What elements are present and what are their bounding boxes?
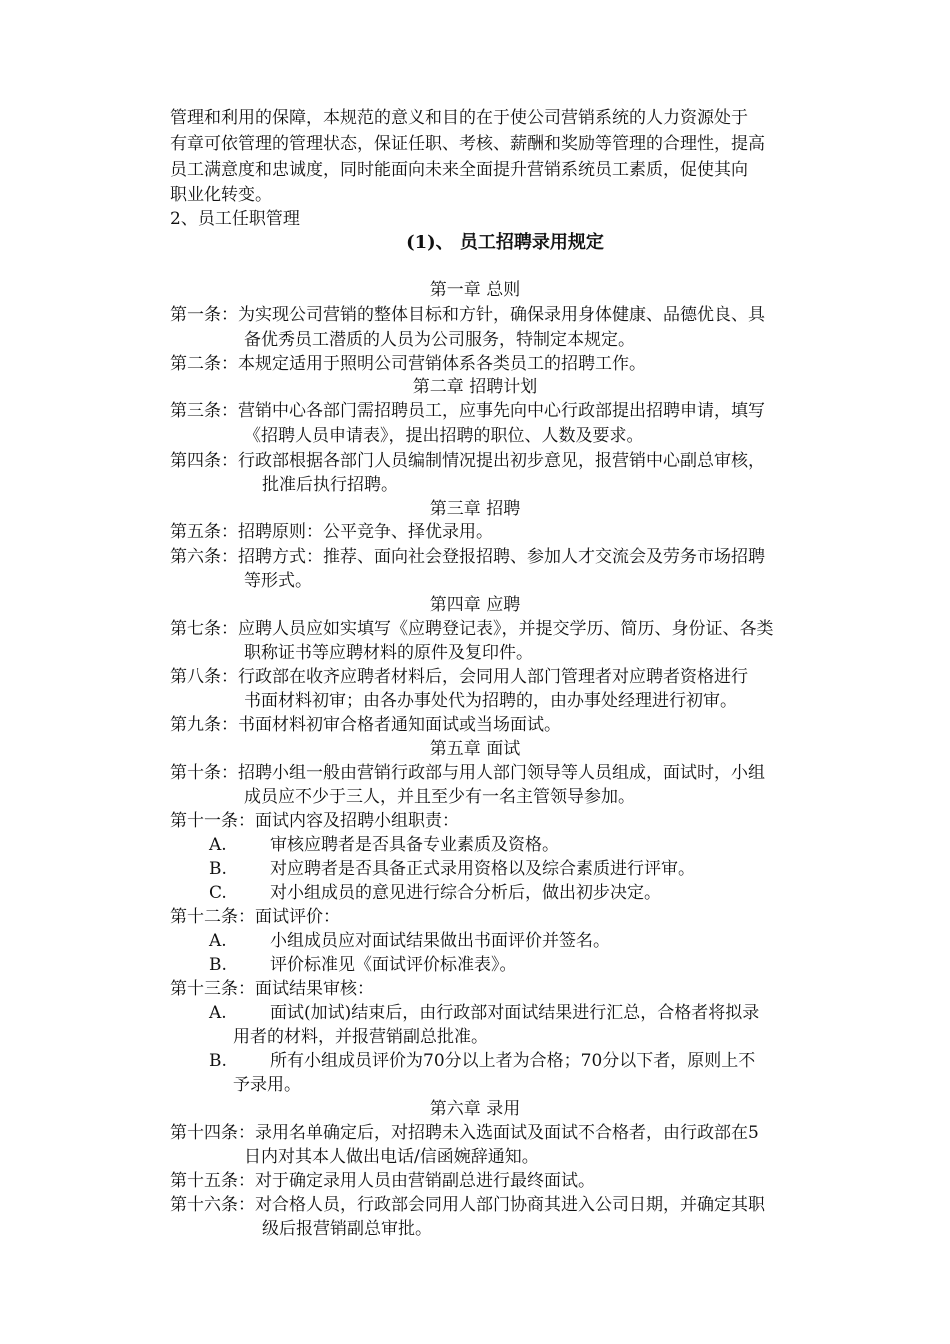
- list-item-label: B.: [209, 955, 227, 975]
- list-item-label: A.: [209, 835, 227, 855]
- article-line: 第二条：本规定适用于照明公司营销体系各类员工的招聘工作。: [170, 354, 646, 374]
- list-item-label: B.: [209, 859, 227, 879]
- article-line: 第十三条：面试结果审核：: [170, 979, 374, 999]
- article-line: 批准后执行招聘。: [262, 475, 398, 495]
- list-item-text: 对应聘者是否具备正式录用资格以及综合素质进行评审。: [270, 859, 695, 879]
- chapter-heading: 第五章 面试: [429, 739, 521, 759]
- article-line: 第十二条：面试评价：: [170, 907, 340, 927]
- article-line: 成员应不少于三人，并且至少有一名主管领导参加。: [244, 787, 635, 807]
- list-item-label: A.: [209, 931, 227, 951]
- list-item-text: 对小组成员的意见进行综合分析后，做出初步决定。: [270, 883, 661, 903]
- article-line: 第八条：行政部在收齐应聘者材料后，会同用人部门管理者对应聘者资格进行: [170, 667, 748, 687]
- document-title: (1)、 员工招聘录用规定: [406, 232, 604, 253]
- chapter-heading: 第二章 招聘计划: [412, 377, 538, 397]
- article-line: 备优秀员工潜质的人员为公司服务，特制定本规定。: [244, 330, 635, 350]
- chapter-heading: 第六章 录用: [429, 1099, 521, 1119]
- article-line: 第四条：行政部根据各部门人员编制情况提出初步意见，报营销中心副总审核，: [170, 451, 765, 471]
- article-line: 第六条：招聘方式：推荐、面向社会登报招聘、参加人才交流会及劳务市场招聘: [170, 547, 765, 567]
- article-line: 第九条：书面材料初审合格者通知面试或当场面试。: [170, 715, 561, 735]
- intro-line: 管理和利用的保障，本规范的意义和目的在于使公司营销系统的人力资源处于: [170, 108, 748, 128]
- article-line: 第十五条：对于确定录用人员由营销副总进行最终面试。: [170, 1171, 595, 1191]
- article-line: 日内对其本人做出电话/信函婉辞通知。: [244, 1147, 539, 1167]
- list-item-label: C.: [209, 883, 227, 903]
- intro-line: 职业化转变。: [170, 185, 272, 205]
- list-item-text: 予录用。: [233, 1075, 301, 1095]
- chapter-heading: 第三章 招聘: [429, 499, 521, 519]
- list-item-text: 所有小组成员评价为70分以上者为合格；70分以下者，原则上不: [270, 1051, 756, 1071]
- article-line: 第十一条：面试内容及招聘小组职责：: [170, 811, 459, 831]
- article-line: 书面材料初审；由各办事处代为招聘的，由办事处经理进行初审。: [244, 691, 737, 711]
- list-item-label: B.: [209, 1051, 227, 1071]
- article-line: 级后报营销副总审批。: [262, 1219, 432, 1239]
- article-line: 第一条：为实现公司营销的整体目标和方针，确保录用身体健康、品德优良、具: [170, 305, 765, 325]
- article-line: 第十六条：对合格人员，行政部会同用人部门协商其进入公司日期，并确定其职: [170, 1195, 765, 1215]
- intro-line: 员工满意度和忠诚度，同时能面向未来全面提升营销系统员工素质，促使其向: [170, 160, 748, 180]
- list-item-text: 审核应聘者是否具备专业素质及资格。: [270, 835, 559, 855]
- article-line: 第十四条：录用名单确定后，对招聘未入选面试及面试不合格者，由行政部在5: [170, 1123, 759, 1143]
- list-item-text: 用者的材料，并报营销副总批准。: [233, 1027, 488, 1047]
- article-line: 《招聘人员申请表》，提出招聘的职位、人数及要求。: [244, 426, 644, 446]
- list-item-label: A.: [209, 1003, 227, 1023]
- article-line: 第三条：营销中心各部门需招聘员工，应事先向中心行政部提出招聘申请，填写: [170, 401, 765, 421]
- section-heading: 2、员工任职管理: [170, 209, 300, 229]
- article-line: 等形式。: [244, 571, 312, 591]
- list-item-text: 评价标准见《面试评价标准表》。: [270, 955, 517, 975]
- article-line: 第五条：招聘原则：公平竞争、择优录用。: [170, 522, 493, 542]
- list-item-text: 小组成员应对面试结果做出书面评价并签名。: [270, 931, 610, 951]
- article-line: 第十条：招聘小组一般由营销行政部与用人部门领导等人员组成，面试时，小组: [170, 763, 765, 783]
- article-line: 第七条：应聘人员应如实填写《应聘登记表》，并提交学历、简历、身份证、各类: [170, 619, 774, 639]
- chapter-heading: 第四章 应聘: [429, 595, 521, 615]
- chapter-heading: 第一章 总则: [429, 280, 521, 300]
- list-item-text: 面试(加试)结束后，由行政部对面试结果进行汇总，合格者将拟录: [270, 1003, 760, 1023]
- article-line: 职称证书等应聘材料的原件及复印件。: [244, 643, 533, 663]
- intro-line: 有章可依管理的管理状态，保证任职、考核、薪酬和奖励等管理的合理性，提高: [170, 134, 765, 154]
